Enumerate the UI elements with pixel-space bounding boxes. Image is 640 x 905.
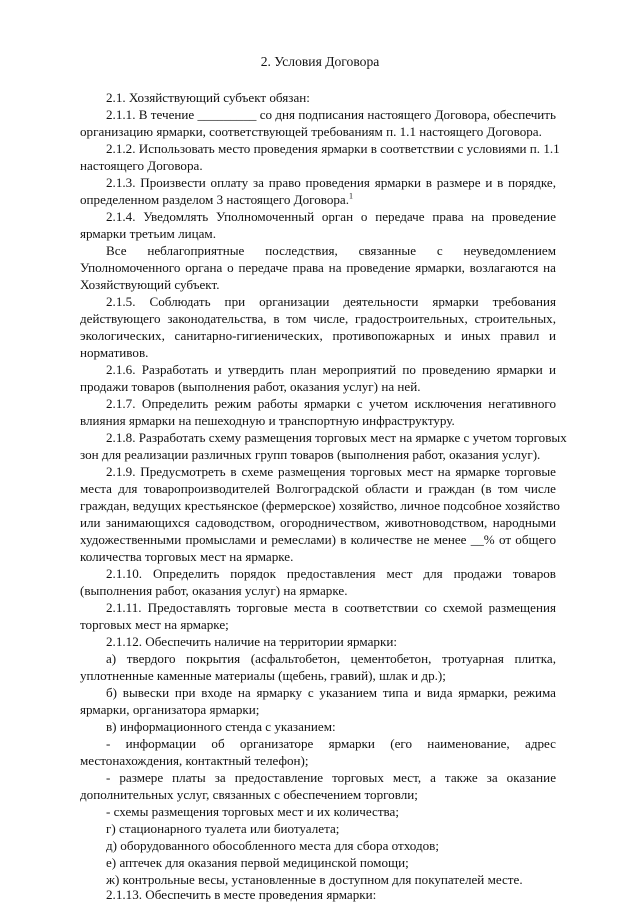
text-line: экологических, санитарно-гигиенических, противопожарных и иных правил и [80, 328, 556, 343]
text-line: 2.1.3. Произвести оплату за право проведения ярмарки в размере и в порядке, [106, 175, 556, 190]
text-line: 2.1.4. Уведомлять Уполномоченный орган о передаче права на проведение [106, 209, 556, 224]
text-line-content: определенном разделом 3 настоящего Договора. [80, 192, 350, 207]
text-line: или занимающихся садоводством, огородничеством, животноводством, народными [80, 515, 556, 530]
text-line: Все неблагоприятные последствия, связанные с неуведомлением [106, 243, 556, 258]
text-line: 2.1.11. Предоставлять торговые места в соответствии со схемой размещения [106, 600, 556, 615]
footnote-mark: 1 [349, 191, 354, 201]
text-line: 2.1.2. Использовать место проведения ярмарки в соответствии с условиями п. 1.1 [106, 141, 560, 156]
text-line: ж) контрольные весы, установленные в доступном для покупателей месте. [106, 872, 523, 887]
text-line: 2.1.8. Разработать схему размещения торговых мест на ярмарке с учетом торговых [106, 430, 567, 445]
text-line: действующего законодательства, в том числе, градостроительных, строительных, [80, 311, 556, 326]
text-line: 2.1.10. Определить порядок предоставления мест для продажи товаров [106, 566, 556, 581]
text-line: 2.1.13. Обеспечить в месте проведения ярмарки: [106, 887, 377, 902]
text-line: 2.1.6. Разработать и утвердить план мероприятий по проведению ярмарки и [106, 362, 556, 377]
text-line: Уполномоченного органа о передаче права на проведение ярмарки, возлагаются на [80, 260, 556, 275]
text-line: местонахождения, контактный телефон); [80, 753, 309, 768]
text-line: нормативов. [80, 345, 149, 360]
text-line: зон для реализации различных групп товаров (выполнения работ, оказания услуг). [80, 447, 541, 462]
text-line: д) оборудованного обособленного места для сбора отходов; [106, 838, 440, 853]
text-line: 2.1.1. В течение _________ со дня подписания настоящего Договора, обеспечить [106, 107, 556, 122]
text-line: 2.1. Хозяйствующий субъект обязан: [106, 90, 310, 105]
text-line: - размере платы за предоставление торговых мест, а также за оказание [106, 770, 556, 785]
text-line: организацию ярмарки, соответствующей требованиям п. 1.1 настоящего Договора. [80, 124, 542, 139]
text-line: ярмарки третьим лицам. [80, 226, 216, 241]
text-line: влияния ярмарки на пешеходную и транспортную инфраструктуру. [80, 413, 455, 428]
text-line: е) аптечек для оказания первой медицинской помощи; [106, 855, 409, 870]
text-line: торговых мест на ярмарке; [80, 617, 229, 632]
text-line: - схемы размещения торговых мест и их количества; [106, 804, 400, 819]
text-line [80, 191, 556, 208]
text-line: (выполнения работ, оказания услуг) на ярмарке. [80, 583, 348, 598]
text-line: ярмарки, организатора ярмарки; [80, 702, 260, 717]
text-line: настоящего Договора. [80, 158, 203, 173]
text-line: граждан, ведущих крестьянское (фермерское) хозяйство, личное подсобное хозяйство [80, 498, 560, 513]
text-line: 2.1.9. Предусмотреть в схеме размещения торговых мест на ярмарке торговые [106, 464, 556, 479]
text-line: места для товаропроизводителей Волгоградской области и граждан (в том числе [80, 481, 556, 496]
text-line: 2.1.5. Соблюдать при организации деятельности ярмарки требования [106, 294, 556, 309]
text-line: г) стационарного туалета или биотуалета; [106, 821, 340, 836]
text-line: Хозяйствующий субъект. [80, 277, 220, 292]
text-line: художественными промыслами и ремеслами) в количестве не менее __% от общего [80, 532, 556, 547]
text-line: дополнительных услуг, связанных с обеспечением торговли; [80, 787, 418, 802]
text-line: а) твердого покрытия (асфальтобетон, цементобетон, тротуарная плитка, [106, 651, 556, 666]
text-line: 2.1.12. Обеспечить наличие на территории ярмарки: [106, 634, 397, 649]
text-line: количества торговых мест на ярмарке. [80, 549, 294, 564]
text-line: в) информационного стенда с указанием: [106, 719, 336, 734]
text-line: продажи товаров (выполнения работ, оказания услуг) на ней. [80, 379, 421, 394]
section-heading: 2. Условия Договора [260, 54, 380, 69]
text-line: уплотненные каменные материалы (щебень, гравий), шлак и др.); [80, 668, 446, 683]
text-line: б) вывески при входе на ярмарку с указанием типа и вида ярмарки, режима [106, 685, 556, 700]
text-line: - информации об организаторе ярмарки (его наименование, адрес [106, 736, 556, 751]
text-line: 2.1.7. Определить режим работы ярмарки с учетом исключения негативного [106, 396, 556, 411]
